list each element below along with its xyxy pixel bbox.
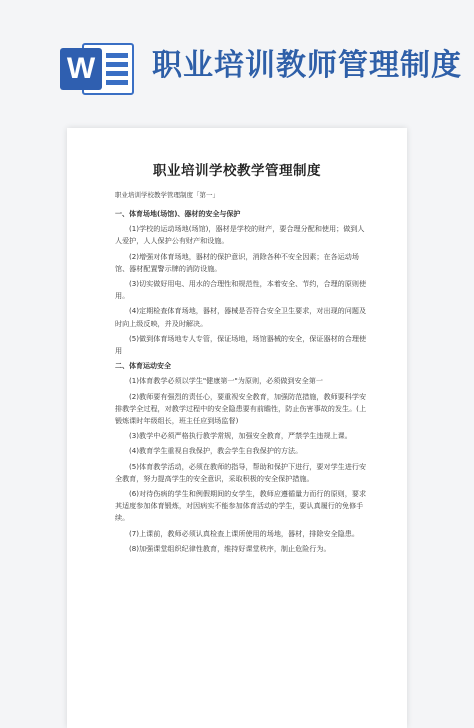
paragraph: (4)定期检查体育场地，器材，器械是否符合安全卫生要求，对出现的问题及时向上级反映，并及时解决。 [115,306,367,328]
paragraph: (4)教育学生重视自我保护，教会学生自我保护的方法。 [129,446,303,456]
word-logo-letter: W [60,48,102,90]
paragraph: (1)学校的运动场地(场馆)，器材是学校的财产，要合理分配和使用；做到人人爱护，人人保护公有财产和设施。 [115,224,365,246]
document-title: 职业培训学校教学管理制度 [153,163,321,179]
paragraph: (2)教师要有强烈的责任心，要重视安全教育，加强防范措施，教师要科学安排教学全过程，对教学过程中的安全隐患要有前瞻性，防止伤害事故的发生。(上锻炼课时年级组长，班主任应到场监督) [115,391,367,426]
document-subtitle: 职业培训学校教学管理制度「第一」 [115,191,219,199]
banner-title: 职业培训教师管理制度 [152,48,462,83]
paragraph: (6)对待伤病的学生和例假期间的女学生，教师应遵循量力而行的原则，要求其适度参加体育锻炼，对因病实不能参加体育活动的学生，要认真履行的免修手续。 [115,489,367,523]
paragraph: (3)切实做好用电、用水的合理性和规范性，本着安全、节约，合理的原则使用。 [115,279,367,301]
document-body [115,206,369,558]
paragraph: (3)教学中必须严格执行教学常规，加强安全教育，严禁学生违规上课。 [129,431,352,441]
banner [0,0,474,112]
word-icon [60,40,138,98]
paragraph: (2)增强对体育场地，器材的保护意识，消除各种不安全因素；在各运动场馆、器材配置警示牌的消防设施。 [115,251,359,273]
document-page [67,128,407,728]
section-heading: 二、体育运动安全 [115,362,171,371]
paragraph: (5)体育教学活动，必须在教师的指导，帮助和保护下进行，要对学生进行安全教育，努力提高学生的安全意识，采取积极的安全保护措施。 [115,461,367,483]
paragraph: (8)加强课堂组织纪律性教育，维持好课堂秩序，制止危险行为。 [129,543,331,553]
section-heading: 一、体育场地(场馆)、器材的安全与保护 [115,210,241,218]
paragraph: (7)上课前，教师必须认真检查上课所使用的场地，器材，排除安全隐患。 [129,528,359,538]
paragraph: (1)体育教学必须以学生"健康第一"为原则，必须做到安全第一 [129,376,323,386]
paragraph: (5)做到体育场地专人专管，保证场地，场馆器械的安全，保证器材的合理使用 [115,333,367,356]
